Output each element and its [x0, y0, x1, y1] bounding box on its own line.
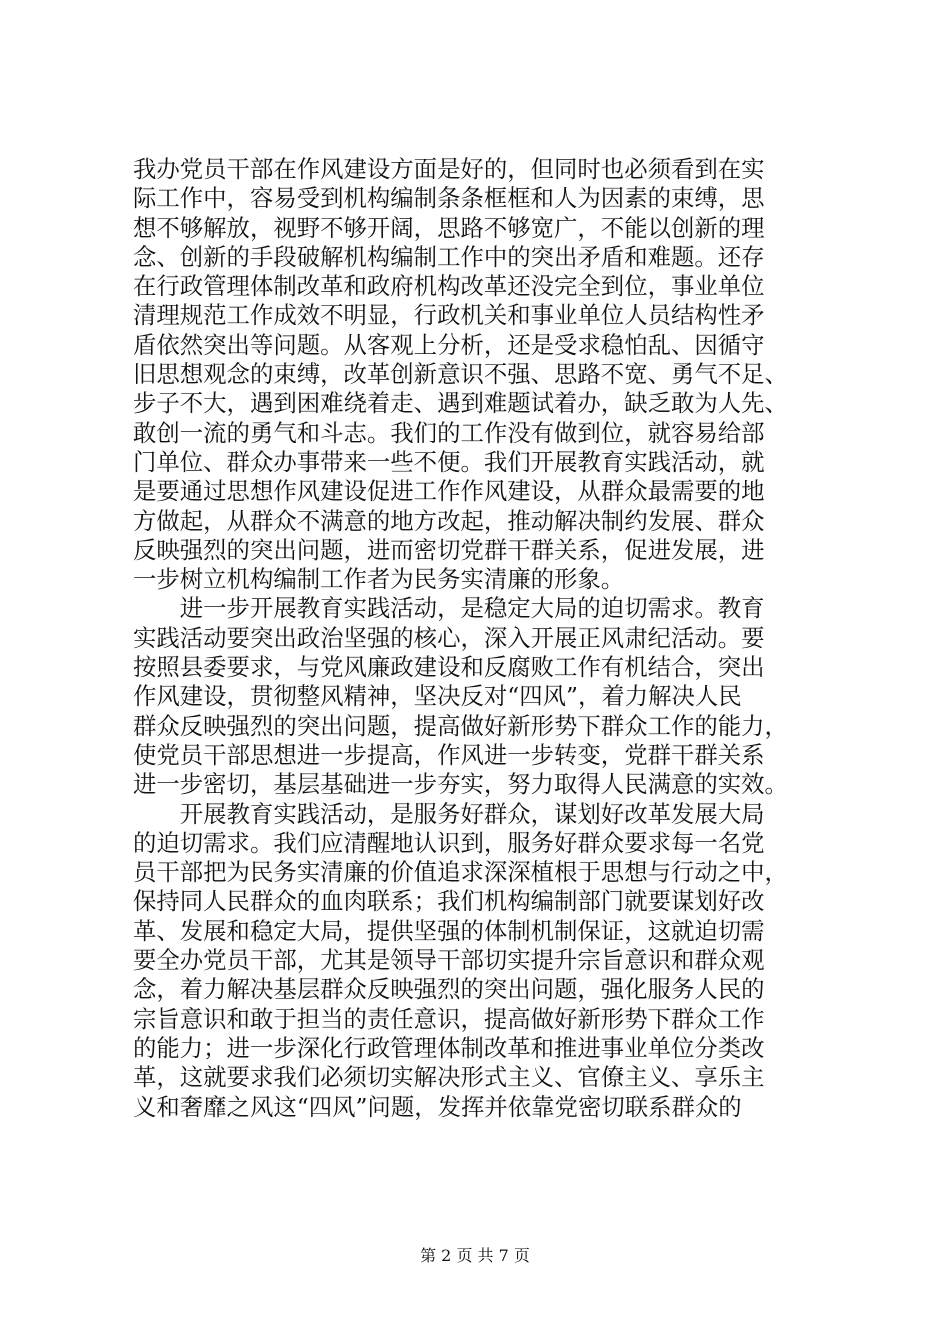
text-line: 员干部把为民务实清廉的价值追求深深植根于思想与行动之中， — [133, 858, 788, 887]
text-line: 实践活动要突出政治坚强的核心，深入开展正风肃纪活动。要 — [133, 623, 765, 652]
text-line: 按照县委要求，与党风廉政建设和反腐败工作有机结合，突出 — [133, 653, 765, 682]
text-line: 宗旨意识和敢于担当的责任意识，提高做好新形势下群众工作 — [133, 1004, 765, 1033]
text-line: 义和奢靡之风这“四风”问题，发挥并依靠党密切联系群众的 — [133, 1092, 742, 1121]
text-line: 想不够解放，视野不够开阔，思路不够宽广，不能以创新的理 — [133, 213, 765, 242]
text-line: 旧思想观念的束缚，改革创新意识不强、思路不宽、勇气不足、 — [133, 360, 788, 389]
text-line: 的迫切需求。我们应清醒地认识到，服务好群众要求每一名党 — [133, 828, 765, 857]
text-line: 革，这就要求我们必须切实解决形式主义、官僚主义、享乐主 — [133, 1063, 765, 1092]
text-line: 盾依然突出等问题。从客观上分析，还是受求稳怕乱、因循守 — [133, 330, 765, 359]
text-line: 群众反映强烈的突出问题，提高做好新形势下群众工作的能力， — [133, 711, 788, 740]
document-body — [133, 155, 833, 1122]
text-line: 革、发展和稳定大局，提供坚强的体制机制保证，这就迫切需 — [133, 916, 765, 945]
text-line: 步子不大，遇到困难绕着走、遇到难题试着办，缺乏敢为人先、 — [133, 389, 788, 418]
text-line: 门单位、群众办事带来一些不便。我们开展教育实践活动，就 — [133, 447, 765, 476]
page-footer — [0, 1246, 950, 1266]
text-line: 念，着力解决基层群众反映强烈的突出问题，强化服务人民的 — [133, 975, 765, 1004]
text-line: 进一步密切，基层基础进一步夯实，努力取得人民满意的实效。 — [133, 770, 788, 799]
text-line: 反映强烈的突出问题，进而密切党群干群关系，促进发展，进 — [133, 535, 765, 564]
text-line: 敢创一流的勇气和斗志。我们的工作没有做到位，就容易给部 — [133, 418, 765, 447]
text-line: 际工作中，容易受到机构编制条条框框和人为因素的束缚，思 — [133, 184, 765, 213]
text-line: 要全办党员干部，尤其是领导干部切实提升宗旨意识和群众观 — [133, 946, 765, 975]
text-line: 一步树立机构编制工作者为民务实清廉的形象。 — [133, 565, 625, 594]
text-line: 开展教育实践活动，是服务好群众，谋划好改革发展大局 — [133, 799, 765, 828]
text-line: 念、创新的手段破解机构编制工作中的突出矛盾和难题。还存 — [133, 242, 765, 271]
text-line: 在行政管理体制改革和政府机构改革还没完全到位，事业单位 — [133, 272, 765, 301]
text-line: 是要通过思想作风建设促进工作作风建设，从群众最需要的地 — [133, 477, 765, 506]
text-line: 的能力；进一步深化行政管理体制改革和推进事业单位分类改 — [133, 1033, 765, 1062]
text-line: 作风建设，贯彻整风精神，坚决反对“四风”，着力解决人民 — [133, 682, 742, 711]
text-line: 清理规范工作成效不明显，行政机关和事业单位人员结构性矛 — [133, 301, 765, 330]
text-line: 我办党员干部在作风建设方面是好的，但同时也必须看到在实 — [133, 155, 765, 183]
text-line: 保持同人民群众的血肉联系；我们机构编制部门就要谋划好改 — [133, 887, 765, 916]
text-line: 进一步开展教育实践活动，是稳定大局的迫切需求。教育 — [133, 594, 765, 623]
page-number-label: 第 2 页 共 7 页 — [420, 1246, 530, 1265]
text-line: 方做起，从群众不满意的地方改起，推动解决制约发展、群众 — [133, 506, 765, 535]
text-line: 使党员干部思想进一步提高，作风进一步转变，党群干群关系 — [133, 740, 765, 769]
